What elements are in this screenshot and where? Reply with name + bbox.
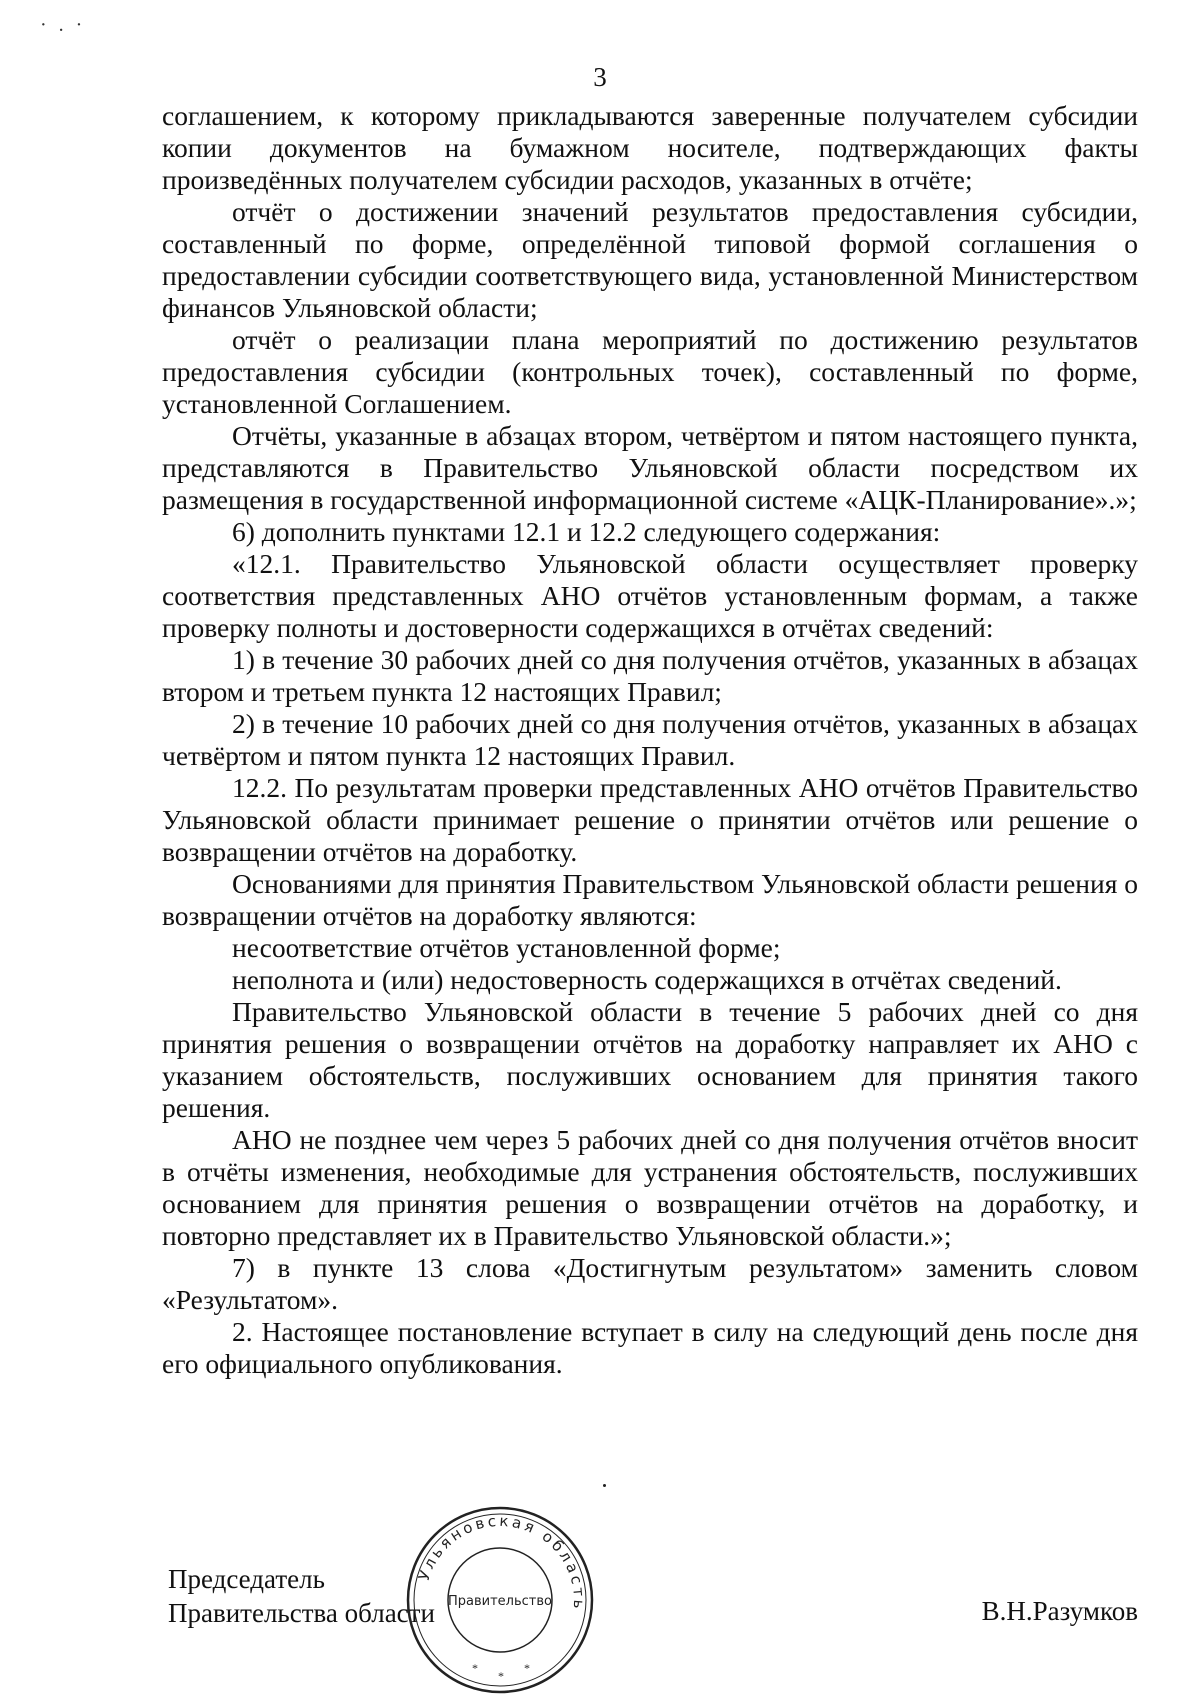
- paragraph: 7) в пункте 13 слова «Достигнутым результатом» заменить словом «Результатом».: [162, 1252, 1138, 1315]
- paragraph: Правительство Ульяновской области в течение 5 рабочих дней со дня принятия решения о возвращении отчётов на доработку направляет их АНО с указанием обстоятельств, послуживших основанием для принятия такого решения.: [162, 996, 1138, 1123]
- paragraph: «12.1. Правительство Ульяновской области осуществляет проверку соответствия представленных АНО отчётов установленным формам, а также проверку полноты и достоверности содержащихся в отчётах сведений:: [162, 548, 1138, 643]
- paragraph: несоответствие отчётов установленной форме;: [232, 932, 781, 963]
- paragraph: отчёт о реализации плана мероприятий по достижению результатов предоставления субсидии (контрольных точек), составленный по форме, установленной Соглашением.: [162, 324, 1138, 419]
- svg-text:*: *: [524, 1661, 530, 1675]
- svg-text:Ульяновская область: Ульяновская область: [414, 1511, 589, 1613]
- signature-block: [168, 1562, 435, 1630]
- paragraph: Основаниями для принятия Правительством Ульяновской области решения о возвращении отчётов на доработку являются:: [162, 868, 1138, 931]
- ink-dot: [603, 1484, 606, 1487]
- paragraph: 6) дополнить пунктами 12.1 и 12.2 следующего содержания:: [232, 516, 941, 547]
- page-number: 3: [593, 62, 607, 92]
- paragraph: 2. Настоящее постановление вступает в силу на следующий день после дня его официального опубликования.: [162, 1316, 1138, 1379]
- paragraph: Отчёты, указанные в абзацах втором, четвёртом и пятом настоящего пункта, представляются в Правительство Ульяновской области посредством их размещения в государственной информационной системе «АЦК-Планирование».»;: [162, 420, 1138, 515]
- svg-text:*: *: [498, 1669, 504, 1683]
- official-stamp: [400, 1500, 600, 1700]
- signer-title-line1: Председатель: [168, 1564, 325, 1594]
- scan-marks: ·.·: [40, 14, 95, 36]
- paragraph: 1) в течение 30 рабочих дней со дня получения отчётов, указанных в абзацах втором и третьем пункта 12 настоящих Правил;: [162, 644, 1138, 707]
- document-body: [162, 100, 1138, 1380]
- paragraph: 12.2. По результатам проверки представленных АНО отчётов Правительство Ульяновской области принимает решение о принятии отчётов или решение о возвращении отчётов на доработку.: [162, 772, 1138, 867]
- paragraph: неполнота и (или) недостоверность содержащихся в отчётах сведений.: [232, 964, 1062, 995]
- signer-name: В.Н.Разумков: [981, 1596, 1138, 1626]
- svg-text:Правительство: Правительство: [448, 1594, 552, 1609]
- svg-text:*: *: [472, 1661, 478, 1675]
- paragraph: отчёт о достижении значений результатов предоставления субсидии, составленный по форме, определённой типовой формой соглашения о предоставлении субсидии соответствующего вида, установленной Министерством финансов Ульяновской области;: [162, 196, 1138, 323]
- paragraph: 2) в течение 10 рабочих дней со дня получения отчётов, указанных в абзацах четвёртом и пятом пункта 12 настоящих Правил.: [162, 708, 1138, 771]
- paragraph: АНО не позднее чем через 5 рабочих дней со дня получения отчётов вносит в отчёты изменения, необходимые для устранения обстоятельств, послуживших основанием для принятия решения о возвращении отчётов на доработку, и повторно представляет их в Правительство Ульяновской области.»;: [162, 1124, 1138, 1251]
- signer-title-line2: Правительства области: [168, 1598, 435, 1628]
- paragraph: соглашением, к которому прикладываются заверенные получателем субсидии копии документов на бумажном носителе, подтверждающих факты произведённых получателем субсидии расходов, указанных в отчёте;: [162, 100, 1138, 195]
